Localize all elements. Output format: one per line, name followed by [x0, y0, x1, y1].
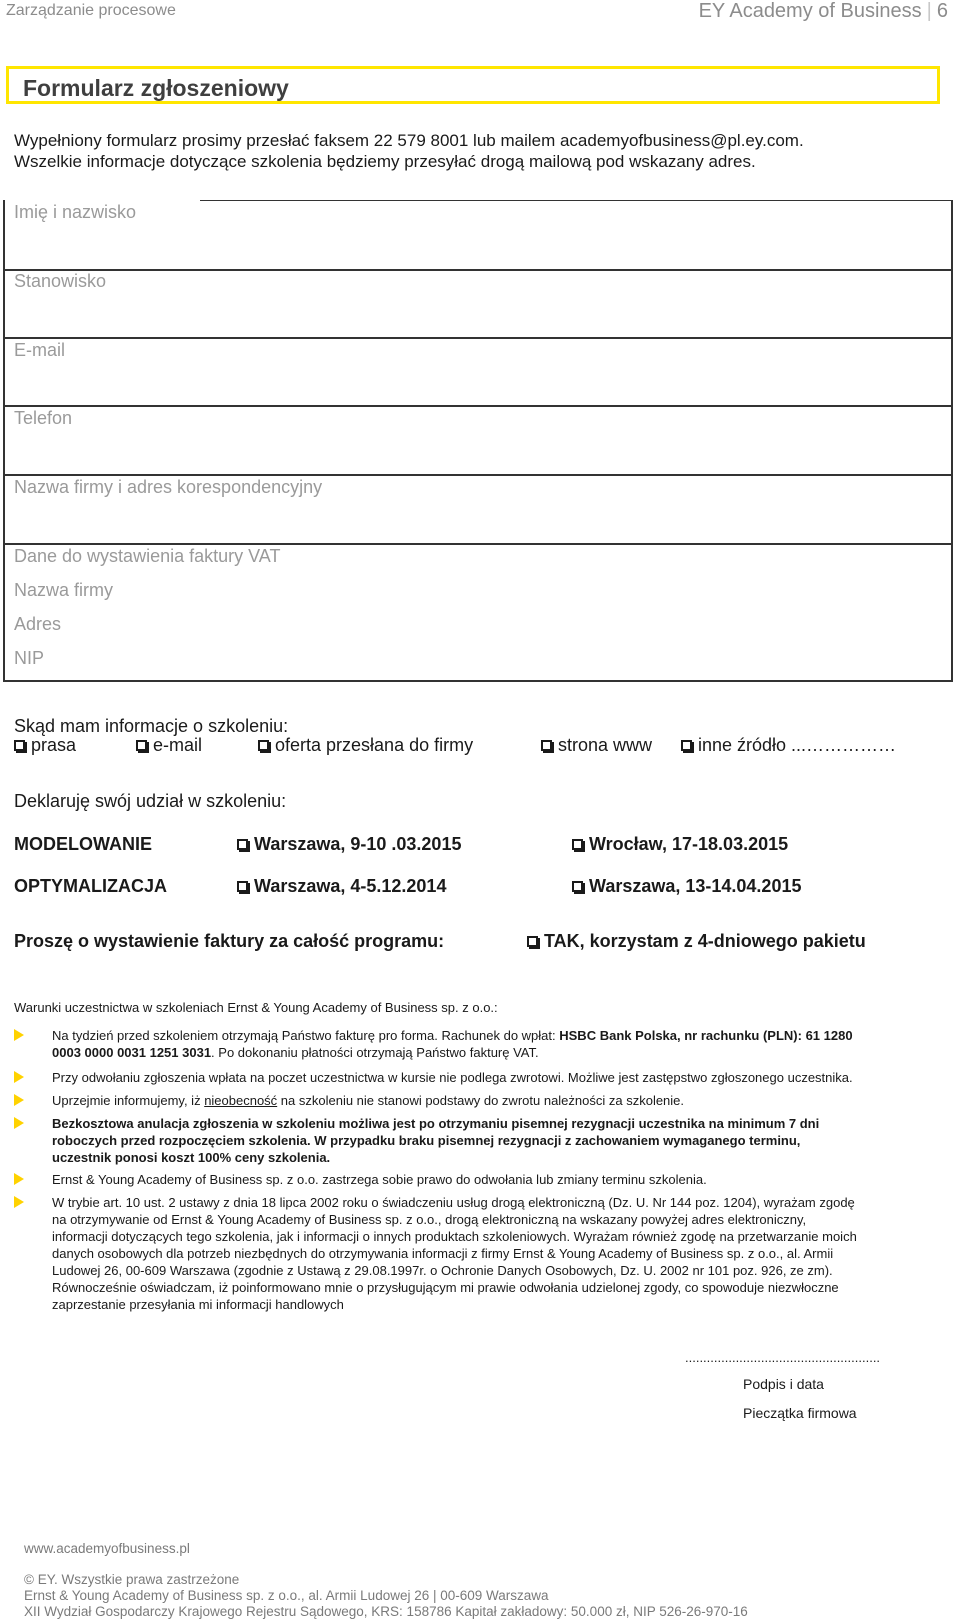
terms-text: informacji dotyczących tego szkolenia, jak i informacji o innych produktach szkoleniowych. Wyrażam również zgodę na przetwarzanie moich — [52, 1229, 857, 1244]
phone-field[interactable]: Telefon — [14, 408, 73, 428]
footer-registry: XII Wydział Gospodarczy Krajowego Rejestru Sądowego, KRS: 158786 Kapitał zakładowy: 50.000 zł, NIP 526-26-970-16 — [24, 1604, 748, 1619]
modeling-option-wroclaw[interactable] — [572, 834, 788, 855]
option-label: Warszawa, 9-10 .03.2015 — [254, 834, 462, 854]
modeling-option-warsaw[interactable] — [237, 834, 461, 855]
checkbox[interactable] — [258, 740, 269, 751]
optimization-option-1[interactable] — [237, 876, 446, 897]
terms-text: W trybie art. 10 ust. 2 ustawy z dnia 18 lipca 2002 roku o świadczeniu usług drogą elektroniczną (Dz. U. Nr 144 poz. 1204), wyrażam zgodę — [52, 1195, 855, 1210]
terms-text: danych osobowych dla potrzeb niezbędnych do otrzymywania informacji z firmy Ernst & Young Academy of Business sp. z o.o., al. Armii — [52, 1246, 834, 1261]
footer-website-link[interactable]: www.academyofbusiness.pl — [24, 1541, 190, 1556]
bullet-arrow — [14, 1094, 24, 1109]
form-divider — [3, 474, 953, 476]
stamp-label: Pieczątka firmowa — [743, 1405, 857, 1421]
brand-name: EY Academy of Business — [698, 0, 922, 22]
checkbox[interactable] — [681, 740, 692, 751]
page-number: 6 — [936, 0, 948, 22]
course-modeling: MODELOWANIE — [14, 834, 152, 854]
declare-label: Deklaruję swój udział w szkoleniu: — [14, 791, 287, 811]
signature-line[interactable]: ...................................................... — [685, 1350, 881, 1365]
header-brand — [699, 0, 948, 23]
checkbox[interactable] — [237, 881, 248, 892]
option-label: strona www — [558, 735, 653, 755]
terms-text: roboczych przed rozpoczęciem szkolenia. W przypadku braku pisemnej rezygnacji z zachowaniem wymaganego terminu, — [52, 1133, 801, 1148]
company-address-field[interactable]: Nazwa firmy i adres korespondencyjny — [14, 477, 323, 497]
option-label: inne źródło ...…………… — [698, 735, 897, 755]
footer-copyright: © EY. Wszystkie prawa zastrzeżone — [24, 1572, 240, 1587]
terms-text: Uprzejmie informujemy, iż — [52, 1093, 205, 1108]
footer-address: Ernst & Young Academy of Business sp. z o.o., al. Armii Ludowej 26 | 00-609 Warszawa — [24, 1588, 549, 1603]
intro-line-2: Wszelkie informacje dotyczące szkolenia będziemy przesyłać drogą mailową pod wskazany adres. — [14, 152, 756, 171]
option-label: Wrocław, 17-18.03.2015 — [589, 834, 789, 854]
terms-text: Na tydzień przed szkoleniem otrzymają Państwo fakturę pro forma. Rachunek do wpłat: — [52, 1028, 560, 1043]
terms-text: uczestnik ponosi koszt 100% ceny szkolenia. — [52, 1150, 331, 1165]
terms-item-reschedule: Ernst & Young Academy of Business sp. z o.o. zastrzega sobie prawo do odwołania lub zmiany terminu szkolenia. — [52, 1172, 707, 1187]
bullet-arrow — [14, 1196, 24, 1211]
source-question: Skąd mam informacje o szkoleniu: — [14, 716, 289, 736]
terms-text: Równocześnie oświadczam, iż poinformowano mnie o przysługującym mi prawie odwołania udzielonej zgody, co spowoduje niezwłoczne — [52, 1280, 839, 1295]
option-label: Warszawa, 13-14.04.2015 — [589, 876, 802, 896]
source-option-other[interactable] — [681, 735, 896, 756]
option-label: prasa — [31, 735, 77, 755]
email-field[interactable]: E-mail — [14, 340, 66, 360]
header-separator: | — [926, 0, 932, 22]
source-option-press[interactable] — [14, 735, 76, 756]
checkbox[interactable] — [572, 839, 583, 850]
invoice-data-header: Dane do wystawienia faktury VAT — [14, 546, 281, 566]
option-label: Warszawa, 4-5.12.2014 — [254, 876, 447, 896]
option-label: oferta przesłana do firmy — [275, 735, 474, 755]
intro-line-1: Wypełniony formularz prosimy przesłać faksem 22 579 8001 lub mailem academyofbusiness@pl.ey.com. — [14, 131, 804, 150]
terms-item-absence — [52, 1092, 952, 1109]
terms-item-payment — [52, 1027, 952, 1061]
bank-account: HSBC Bank Polska, nr rachunku (PLN): 61 1280 — [559, 1028, 853, 1043]
invoice-company-field[interactable]: Nazwa firmy — [14, 580, 114, 600]
name-field[interactable]: Imię i nazwisko — [14, 202, 137, 222]
terms-text: . Po dokonaniu płatności otrzymają Państwo fakturę VAT. — [211, 1045, 539, 1060]
checkbox[interactable] — [541, 740, 552, 751]
terms-item-cancellation: Przy odwołaniu zgłoszenia wpłata na poczet uczestnictwa w kursie nie podlega zwrotowi. Możliwe jest zastępstwo zgłoszonego uczestnika. — [52, 1070, 853, 1085]
checkbox[interactable] — [14, 740, 25, 751]
bullet-arrow — [14, 1029, 24, 1044]
terms-item-consent — [52, 1194, 952, 1313]
position-field[interactable]: Stanowisko — [14, 271, 107, 291]
bullet-arrow — [14, 1173, 24, 1188]
option-label: e-mail — [153, 735, 203, 755]
terms-heading: Warunki uczestnictwa w szkoleniach Ernst & Young Academy of Business sp. z o.o.: — [14, 1000, 498, 1015]
terms-text: zaprzestanie przesyłania mi informacji handlowych — [52, 1297, 344, 1312]
terms-underlined: nieobecność — [204, 1093, 278, 1108]
course-optimization: OPTYMALIZACJA — [14, 876, 167, 896]
source-option-offer[interactable] — [258, 735, 473, 756]
bullet-arrow — [14, 1071, 24, 1086]
bullet-arrow — [14, 1117, 24, 1132]
form-divider — [3, 405, 953, 407]
registration-form — [3, 200, 953, 682]
checkbox[interactable] — [136, 740, 147, 751]
source-option-website[interactable] — [541, 735, 652, 756]
terms-text: Bezkosztowa anulacja zgłoszenia w szkoleniu możliwa jest po otrzymaniu pisemnej rezygnacji uczestnika na minimum 7 dni — [52, 1116, 820, 1131]
form-divider — [3, 269, 953, 271]
form-title: Formularz zgłoszeniowy — [23, 75, 289, 101]
option-label: TAK, korzystam z 4-dniowego pakietu — [544, 931, 866, 951]
bank-account-number: 0003 0000 0031 1251 3031 — [52, 1045, 212, 1060]
source-option-email[interactable] — [136, 735, 202, 756]
invoice-request-label: Proszę o wystawienie faktury za całość programu: — [14, 931, 445, 951]
checkbox[interactable] — [237, 839, 248, 850]
package-option[interactable] — [527, 931, 866, 952]
signature-label: Podpis i data — [743, 1376, 824, 1392]
checkbox[interactable] — [572, 881, 583, 892]
form-title-box — [6, 66, 940, 104]
form-divider — [3, 543, 953, 545]
terms-text: Ludowej 26, 00-609 Warszawa (zgodnie z Ustawą z 29.08.1997r. o Ochronie Danych Osobowych, Dz. U. 2002 nr 101 poz. 926, ze zm). — [52, 1263, 833, 1278]
terms-item-free-cancellation — [52, 1115, 952, 1166]
terms-text: na otrzymywanie od Ernst & Young Academy of Business sp. z o.o., drogą elektroniczną na wskazany powyżej adres elektroniczny, — [52, 1212, 807, 1227]
invoice-address-field[interactable]: Adres — [14, 614, 62, 634]
terms-text: na szkoleniu nie stanowi podstawy do zwrotu należności za szkolenie. — [277, 1093, 685, 1108]
checkbox[interactable] — [527, 936, 538, 947]
invoice-nip-field[interactable]: NIP — [14, 648, 45, 668]
form-divider — [3, 337, 953, 339]
optimization-option-2[interactable] — [572, 876, 801, 897]
header-section-title: Zarządzanie procesowe — [6, 2, 176, 19]
